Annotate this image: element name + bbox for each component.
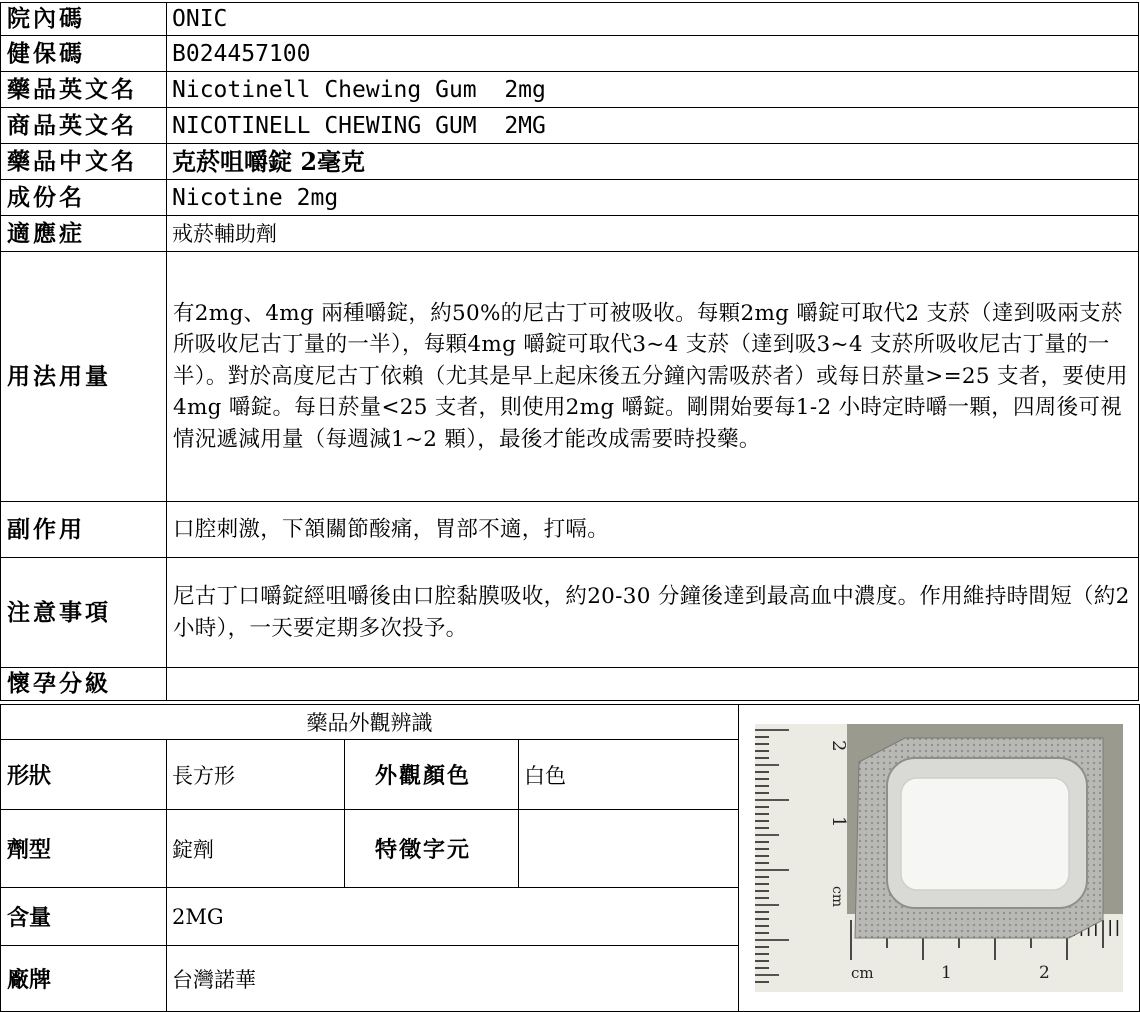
blister-pack bbox=[855, 738, 1103, 938]
vertical-ruler-unit: cm bbox=[829, 886, 845, 908]
horizontal-ruler-label-2: 2 bbox=[1039, 963, 1050, 983]
value-pregnancy-category bbox=[167, 668, 1139, 701]
value-imprint bbox=[519, 810, 739, 888]
value-indication: 戒菸輔助劑 bbox=[167, 216, 1139, 252]
appearance-table bbox=[0, 704, 1140, 1012]
value-insurance-code: B024457100 bbox=[167, 36, 1139, 72]
drug-photo bbox=[755, 724, 1123, 992]
value-drug-english-name: Nicotinell Chewing Gum 2mg bbox=[167, 72, 1139, 108]
appearance-header-row bbox=[1, 705, 1140, 740]
label-indication: 適應症 bbox=[1, 216, 167, 252]
row-product-english-name bbox=[1, 108, 1139, 144]
value-precautions: 尼古丁口嚼錠經咀嚼後由口腔黏膜吸收，約20-30 分鐘後達到最高血中濃度。作用維持時間短（約2 小時），一天要定期多次投予。 bbox=[167, 558, 1139, 668]
drug-info-table bbox=[0, 2, 1139, 701]
label-dosage-form: 劑型 bbox=[1, 810, 167, 888]
vertical-ruler-label-1: 1 bbox=[828, 816, 849, 828]
white-tablet bbox=[901, 778, 1069, 890]
row-insurance-code bbox=[1, 36, 1139, 72]
photo-cell bbox=[739, 705, 1140, 1012]
row-drug-chinese-name bbox=[1, 144, 1139, 180]
label-shape: 形狀 bbox=[1, 740, 167, 810]
label-product-english-name: 商品英文名 bbox=[1, 108, 167, 144]
value-product-english-name: NICOTINELL CHEWING GUM 2MG bbox=[167, 108, 1139, 144]
label-imprint: 特徵字元 bbox=[345, 810, 519, 888]
vertical-ruler-label-2: 2 bbox=[828, 740, 849, 752]
label-insurance-code: 健保碼 bbox=[1, 36, 167, 72]
value-dosage-form: 錠劑 bbox=[167, 810, 345, 888]
value-ingredient: Nicotine 2mg bbox=[167, 180, 1139, 216]
value-hospital-code: ONIC bbox=[167, 3, 1139, 36]
label-pregnancy-category: 懷孕分級 bbox=[1, 668, 167, 701]
row-hospital-code bbox=[1, 3, 1139, 36]
label-drug-english-name: 藥品英文名 bbox=[1, 72, 167, 108]
label-color: 外觀顏色 bbox=[345, 740, 519, 810]
row-precautions bbox=[1, 558, 1139, 668]
row-drug-english-name bbox=[1, 72, 1139, 108]
row-pregnancy-category bbox=[1, 668, 1139, 701]
label-drug-chinese-name: 藥品中文名 bbox=[1, 144, 167, 180]
label-hospital-code: 院內碼 bbox=[1, 3, 167, 36]
vertical-ruler bbox=[755, 724, 849, 992]
label-strength: 含量 bbox=[1, 888, 167, 946]
label-precautions: 注意事項 bbox=[1, 558, 167, 668]
label-dosage: 用法用量 bbox=[1, 252, 167, 502]
row-dosage bbox=[1, 252, 1139, 502]
value-strength: 2MG bbox=[167, 888, 739, 946]
row-ingredient bbox=[1, 180, 1139, 216]
row-indication bbox=[1, 216, 1139, 252]
horizontal-ruler-unit: cm bbox=[851, 964, 874, 982]
value-shape: 長方形 bbox=[167, 740, 345, 810]
horizontal-ruler-label-1: 1 bbox=[941, 963, 952, 983]
value-brand: 台灣諾華 bbox=[167, 946, 739, 1012]
label-ingredient: 成份名 bbox=[1, 180, 167, 216]
value-side-effects: 口腔刺激，下頷關節酸痛，胃部不適，打嗝。 bbox=[167, 502, 1139, 558]
drug-photo-svg bbox=[755, 724, 1123, 992]
label-side-effects: 副作用 bbox=[1, 502, 167, 558]
value-dosage: 有2mg、4mg 兩種嚼錠，約50%的尼古丁可被吸收。每顆2mg 嚼錠可取代2 支菸（達到吸兩支菸所吸收尼古丁量的一半），每顆4mg 嚼錠可取代3~4 支菸（達到吸3~4 支菸所吸收尼古丁量的一半）。對於高度尼古丁依賴（尤其是早上起床後五分鐘內需吸菸者）或每日菸量>=25 支者，要使用4mg 嚼錠。每日菸量<25 支者，則使用2mg 嚼錠。剛開始要每1-2 小時定時嚼一顆，四周後可視情況遞減用量（每週減1~2 顆），最後才能改成需要時投藥。 bbox=[167, 252, 1139, 502]
value-drug-chinese-name: 克菸咀嚼錠 2毫克 bbox=[167, 144, 1139, 180]
value-color: 白色 bbox=[519, 740, 739, 810]
row-side-effects bbox=[1, 502, 1139, 558]
appearance-title: 藥品外觀辨識 bbox=[1, 705, 739, 740]
label-brand: 廠牌 bbox=[1, 946, 167, 1012]
